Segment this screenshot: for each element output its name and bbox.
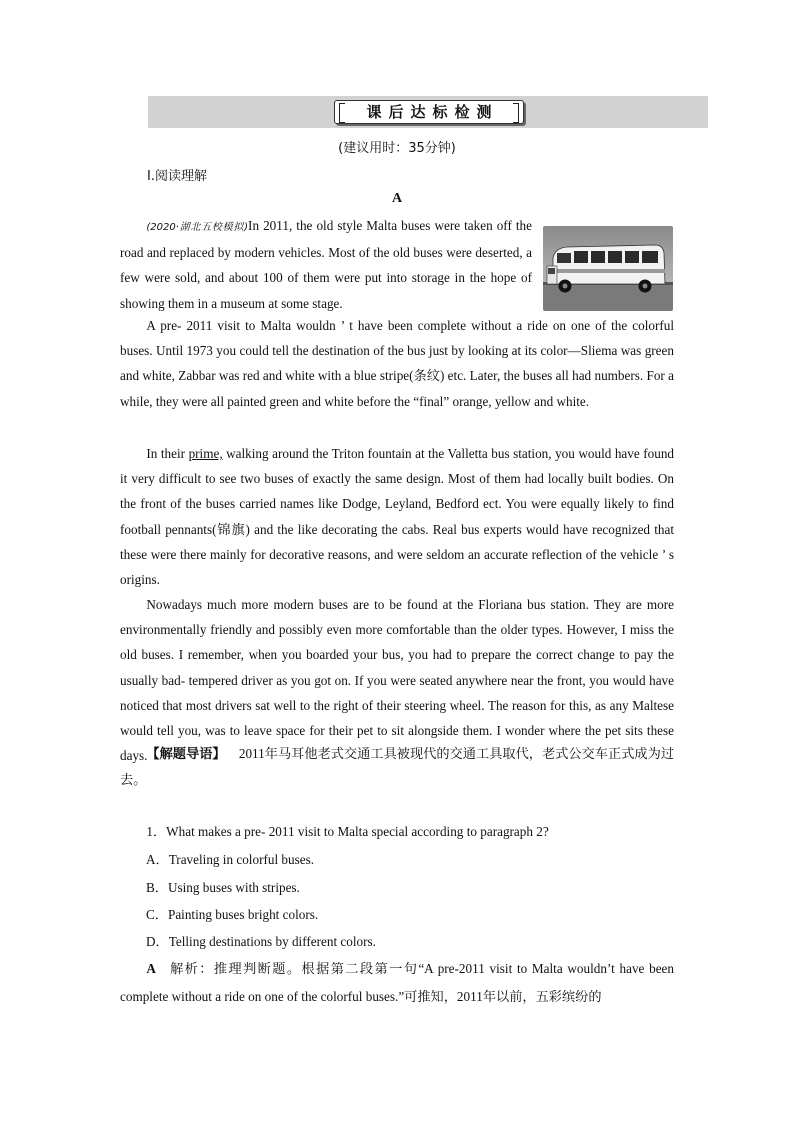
time-note: (建议用时：35分钟) xyxy=(338,141,456,156)
paragraph-3-text: walking around the Triton fountain at the Valletta bus station, you would have found it very difficult to see two buses of exactly the same design. Most of them had locally built bodies. On the front of the buses carried names like Dodge, Leyland, Bedford ect. You were equally likely to find football pennants(锦旗) and the like decorating the cabs. Real bus experts would have recognized that these were there mainly for decorative reasons, and were seldom an accurate reflection of the vehicle ’ s origins. xyxy=(120,446,675,588)
analysis xyxy=(120,955,674,1011)
paragraph-1-text: In 2011, the old style Malta buses were taken off the road and replaced by modern vehicles. Most of the old buses were deserted, a few were sold, and about 100 of them were put into storage in the hope of showing them in a museum at some stage. xyxy=(120,218,532,311)
option-a: A．Traveling in colorful buses. xyxy=(146,852,315,867)
paragraph-4: Nowadays much more modern buses are to be found at the Floriana bus station. They are more environmentally friendly and possibly even more comfortable than the older types. However, I miss the old buses. I remember, when you boarded your bus, you had to prepare the correct change to pay the usually bad- tempered driver as you got on. If you were seated anywhere near the front, you would have noticed that most drivers sat well to the right of their steering wheel. The reason for this, as any Maltese would tell you, was to leave space for their pet to sit alongside them. I wonder where the pet sits these days. xyxy=(120,597,674,764)
guide-note xyxy=(120,741,674,792)
source-note: (2020·湖北五校模拟) xyxy=(146,222,249,233)
paragraph-3 xyxy=(120,441,674,592)
guide-text: 2011年马耳他老式交通工具被现代的交通工具取代，老式公交车正式成为过去。 xyxy=(120,746,675,788)
banner-title-box xyxy=(334,100,524,124)
bus-photo xyxy=(543,226,673,311)
section-title: Ⅰ.阅读理解 xyxy=(147,169,207,184)
question-1-stem: 1．What makes a pre- 2011 visit to Malta special according to paragraph 2? xyxy=(146,824,549,839)
option-d: D．Telling destinations by different colors. xyxy=(146,934,376,949)
guide-label: 【解题导语】 xyxy=(146,747,226,762)
bracket-left-icon xyxy=(339,103,345,123)
passage-letter: A xyxy=(391,191,403,206)
paragraph-1 xyxy=(120,213,532,316)
answer-letter: A xyxy=(146,961,156,976)
paragraph-2: A pre- 2011 visit to Malta wouldn ’ t have been complete without a ride on one of the colorful buses. Until 1973 you could tell the destination of the bus just by looking at its color—Sliema was green and white, Zabbar was red and white with a blue stripe(条纹) etc. Later, the buses all had numbers. For a while, they were all painted green and white before the “final” orange, yellow and white. xyxy=(120,318,674,409)
underlined-word: prime, xyxy=(188,446,223,461)
option-c: C．Painting buses bright colors. xyxy=(146,907,319,922)
bracket-right-icon xyxy=(513,103,519,123)
paragraph-3-lead: In their xyxy=(146,446,189,461)
section-banner xyxy=(148,96,708,128)
vintage-bus-photo-icon xyxy=(543,226,673,311)
option-b: B．Using buses with stripes. xyxy=(146,880,300,895)
analysis-text: 解析：推理判断题。根据第二段第一句“A pre-2011 visit to Malta wouldn’t have been complete without a ride on one of the colorful buses.”可推知，2011年以前，五彩缤纷的 xyxy=(120,961,674,1004)
banner-title: 课后达标检测 xyxy=(366,103,499,121)
